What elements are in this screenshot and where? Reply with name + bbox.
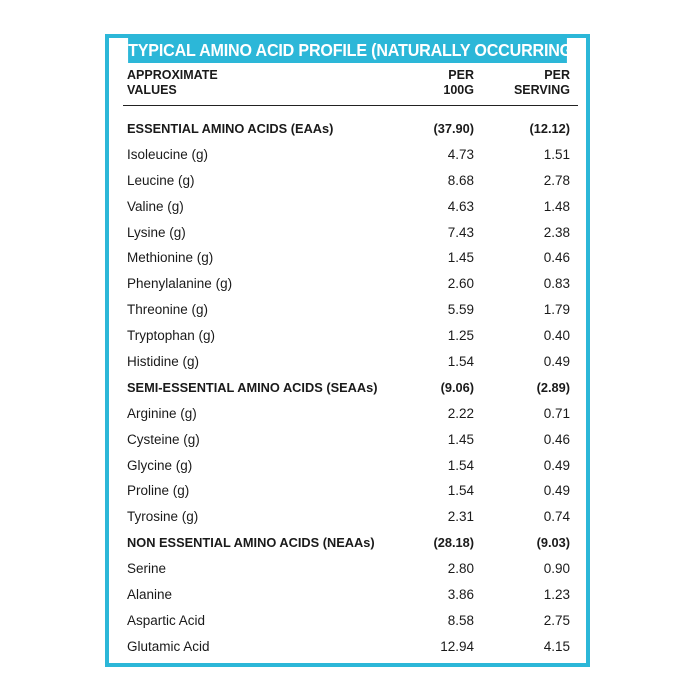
table-row <box>123 323 578 349</box>
row-name: Lysine (g) <box>127 224 186 240</box>
row-per-serving: 0.49 <box>543 354 570 370</box>
row-name: NON ESSENTIAL AMINO ACIDS (NEAAs) <box>127 535 375 551</box>
row-per-100g: 1.25 <box>447 328 474 344</box>
table-row <box>123 556 578 582</box>
row-per-serving: 0.90 <box>543 561 570 577</box>
row-per-100g: 1.54 <box>447 483 474 499</box>
row-per-serving: 0.74 <box>543 509 570 525</box>
row-per-100g: 1.54 <box>447 354 474 370</box>
table-row <box>123 220 578 246</box>
table-body <box>123 106 578 660</box>
row-per-serving: 2.38 <box>543 224 570 240</box>
table-row <box>123 634 578 660</box>
row-name: Phenylalanine (g) <box>127 276 233 292</box>
header-per-serving: PER SERVING <box>513 68 570 97</box>
row-per-100g: 1.45 <box>447 250 474 266</box>
row-per-serving: 1.51 <box>543 146 570 162</box>
row-name: Tryptophan (g) <box>127 328 216 344</box>
table-row <box>123 608 578 634</box>
row-name: Proline (g) <box>127 483 190 499</box>
row-per-serving: 0.46 <box>543 250 570 266</box>
row-name: Aspartic Acid <box>127 612 206 628</box>
row-per-serving: 0.46 <box>543 431 570 447</box>
header-per-100g: PER 100G <box>443 68 474 97</box>
row-per-serving: 0.49 <box>543 457 570 473</box>
table-title: TYPICAL AMINO ACID PROFILE (NATURALLY OCCURRING) <box>128 38 567 63</box>
row-per-100g: 1.54 <box>447 457 474 473</box>
row-per-serving: 0.49 <box>543 483 570 499</box>
row-per-serving: 4.15 <box>543 638 570 654</box>
row-name: Cysteine (g) <box>127 431 200 447</box>
row-per-100g: 2.22 <box>447 405 474 421</box>
table-row <box>123 349 578 375</box>
row-name: Glutamic Acid <box>127 638 210 654</box>
table-row <box>123 478 578 504</box>
row-name: Isoleucine (g) <box>127 146 209 162</box>
row-per-100g: 7.43 <box>447 224 474 240</box>
row-per-serving: 0.40 <box>543 328 570 344</box>
row-per-serving: 2.78 <box>543 172 570 188</box>
table-row <box>123 194 578 220</box>
row-per-serving: 2.75 <box>543 612 570 628</box>
row-per-100g: 2.60 <box>447 276 474 292</box>
table-row <box>123 271 578 297</box>
row-per-100g: 2.80 <box>447 561 474 577</box>
row-per-100g: 5.59 <box>447 302 474 318</box>
row-name: SEMI-ESSENTIAL AMINO ACIDS (SEAAs) <box>127 379 378 395</box>
row-per-100g: 8.58 <box>447 612 474 628</box>
row-per-100g: (9.06) <box>440 379 474 395</box>
row-name: Arginine (g) <box>127 405 197 421</box>
table-row <box>123 297 578 323</box>
row-per-100g: 3.86 <box>447 587 474 603</box>
amino-acid-table <box>105 34 590 667</box>
row-per-serving: 0.71 <box>543 405 570 421</box>
table-row <box>123 168 578 194</box>
row-per-100g: 12.94 <box>440 638 474 654</box>
row-per-100g: 8.68 <box>447 172 474 188</box>
group-row <box>123 375 578 401</box>
row-per-100g: (28.18) <box>433 535 474 551</box>
row-name: Glycine (g) <box>127 457 193 473</box>
table-row <box>123 245 578 271</box>
row-per-100g: 1.45 <box>447 431 474 447</box>
row-name: Histidine (g) <box>127 354 200 370</box>
row-name: Leucine (g) <box>127 172 195 188</box>
row-name: Valine (g) <box>127 198 184 214</box>
row-name: Serine <box>127 561 167 577</box>
row-name: Tyrosine (g) <box>127 509 199 525</box>
row-per-serving: (2.89) <box>536 379 570 395</box>
table-row <box>123 401 578 427</box>
row-per-serving: 1.23 <box>543 587 570 603</box>
table-row <box>123 504 578 530</box>
header-approximate-values: APPROXIMATE VALUES <box>127 68 218 97</box>
table-row <box>123 582 578 608</box>
row-name: Methionine (g) <box>127 250 214 266</box>
row-per-serving: 1.48 <box>543 198 570 214</box>
table-header <box>123 63 578 106</box>
table-row <box>123 453 578 479</box>
group-row <box>123 530 578 556</box>
table-row <box>123 427 578 453</box>
row-per-serving: (9.03) <box>536 535 570 551</box>
group-row <box>123 116 578 142</box>
row-per-serving: (12.12) <box>529 121 570 136</box>
row-per-100g: 4.63 <box>447 198 474 214</box>
table-row <box>123 142 578 168</box>
row-per-100g: 2.31 <box>447 509 474 525</box>
row-name: ESSENTIAL AMINO ACIDS (EAAs) <box>127 121 334 136</box>
row-name: Threonine (g) <box>127 302 209 318</box>
row-per-serving: 1.79 <box>543 302 570 318</box>
row-name: Alanine <box>127 587 173 603</box>
row-per-serving: 0.83 <box>543 276 570 292</box>
row-per-100g: (37.90) <box>433 121 474 136</box>
row-per-100g: 4.73 <box>447 146 474 162</box>
